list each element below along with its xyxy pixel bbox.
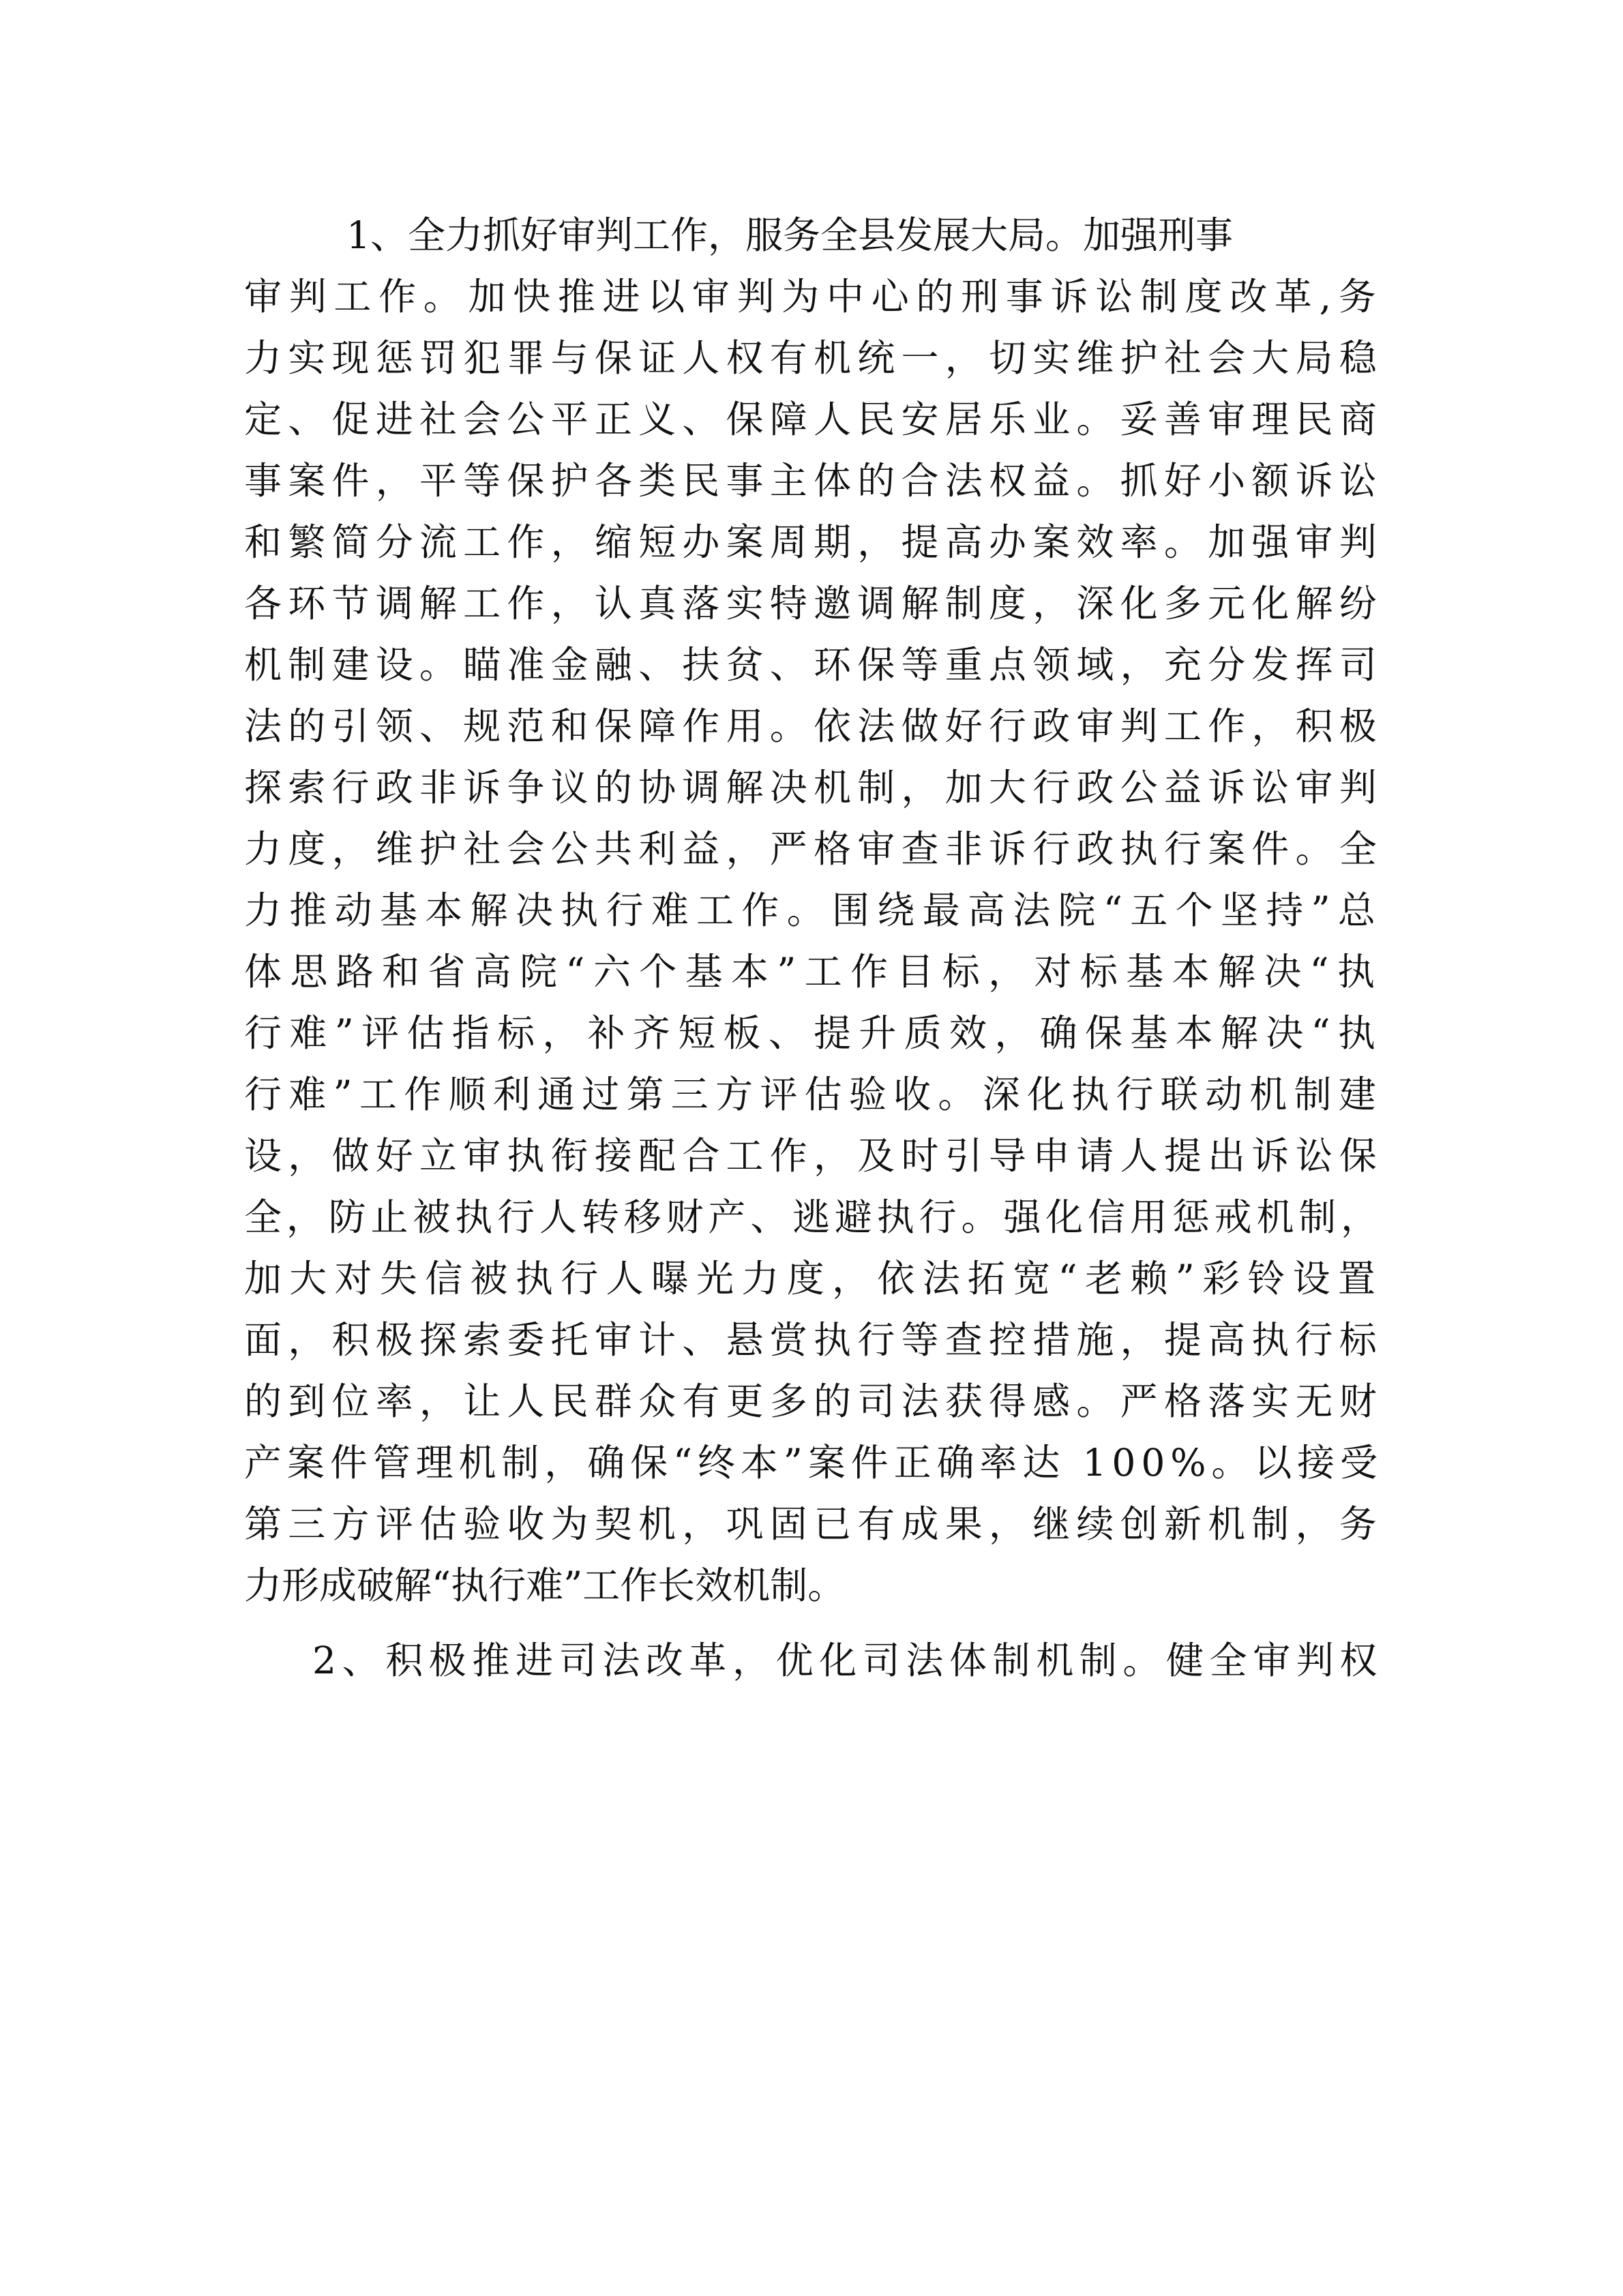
text-line: 力形成破解“执行难”工作长效机制。 <box>244 1564 846 1607</box>
text-line: 设，做好立审执衔接配合工作，及时引导申请人提出诉讼保 <box>244 1134 1384 1178</box>
text-line: 审判工作。加快推进以审判为中心的刑事诉讼制度改革,务 <box>244 275 1384 318</box>
text-line: 行难”评估指标，补齐短板、提升质效，确保基本解决“执 <box>244 1011 1384 1055</box>
text-line: 力度，维护社会公共利益，严格审查非诉行政执行案件。全 <box>244 827 1384 871</box>
text-line: 体思路和省高院“六个基本”工作目标，对标基本解决“执 <box>244 950 1384 994</box>
text-line: 面，积极探索委托审计、悬赏执行等查控措施，提高执行标 <box>244 1318 1384 1362</box>
text-line: 和繁简分流工作，缩短办案周期，提高办案效率。加强审判 <box>244 520 1384 564</box>
text-line: 的到位率，让人民群众有更多的司法获得感。严格落实无财 <box>244 1380 1384 1423</box>
text-line: 第三方评估验收为契机，巩固已有成果，继续创新机制，务 <box>244 1502 1384 1546</box>
text-line: 定、促进社会公平正义、保障人民安居乐业。妥善审理民商 <box>244 398 1384 441</box>
text-line: 机制建设。瞄准金融、扶贫、环保等重点领域，充分发挥司 <box>244 643 1384 687</box>
text-line: 力实现惩罚犯罪与保证人权有机统一，切实维护社会大局稳 <box>244 336 1384 380</box>
text-line: 行难”工作顺利通过第三方评估验收。深化执行联动机制建 <box>244 1073 1384 1116</box>
text-line: 2、积极推进司法改革，优化司法体制机制。健全审判权 <box>312 1639 1383 1682</box>
text-line: 力推动基本解决执行难工作。围绕最高法院“五个坚持”总 <box>244 889 1384 932</box>
text-line: 1、全力抓好审判工作，服务全县发展大局。加强刑事 <box>346 213 1233 257</box>
text-line: 产案件管理机制，确保“终本”案件正确率达 100%。以接受 <box>244 1441 1383 1485</box>
text-line: 加大对失信被执行人曝光力度，依法拓宽“老赖”彩铃设置 <box>244 1257 1384 1300</box>
text-line: 事案件，平等保护各类民事主体的合法权益。抓好小额诉讼 <box>244 459 1384 503</box>
text-line: 各环节调解工作，认真落实特邀调解制度，深化多元化解纷 <box>244 582 1384 625</box>
text-line: 探索行政非诉争议的协调解决机制，加大行政公益诉讼审判 <box>244 766 1384 809</box>
text-line: 全，防止被执行人转移财产、逃避执行。强化信用惩戒机制， <box>244 1195 1384 1239</box>
text-line: 法的引领、规范和保障作用。依法做好行政审判工作，积极 <box>244 704 1384 748</box>
